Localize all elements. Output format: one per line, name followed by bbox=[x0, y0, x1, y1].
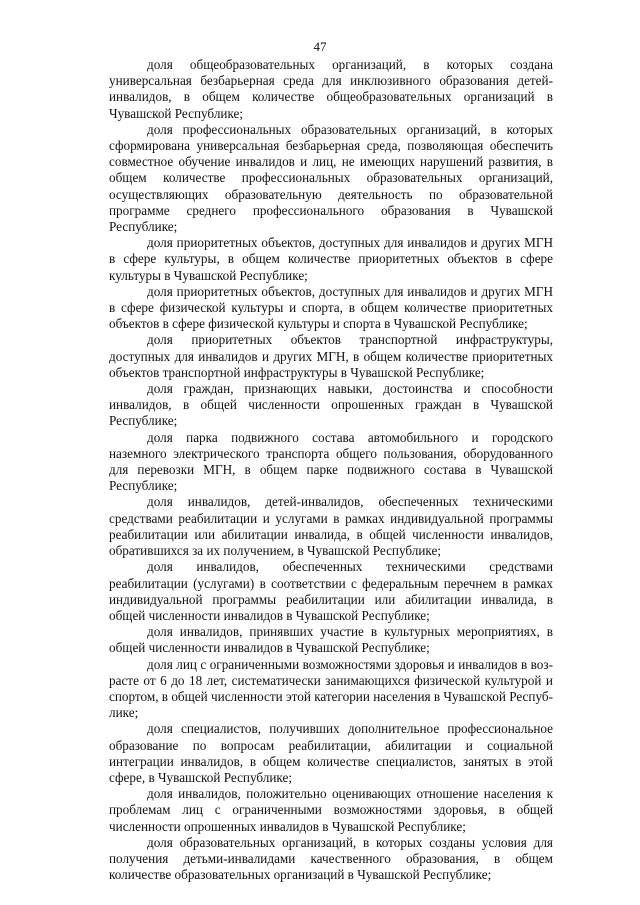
paragraph-indicator-1: доля общеобразовательных организаций, в которых создана универсальная безбарьерная среда для инклюзивного образования детей-инвалидов, в общем количестве общеобразовательных организаций в Чувашской Республике; bbox=[109, 57, 553, 121]
paragraph-indicator-9: доля инвалидов, обеспеченных техническими средствами реабилитации (услугами) в соответствии с федеральным перечнем в рамках индивидуальной программы реабилитации или абилитации инвалида, в общей численности инвалидов в Чувашской Республике; bbox=[109, 559, 553, 623]
paragraph-indicator-10: доля инвалидов, принявших участие в культурных мероприятиях, в общей численности инвалидов в Чувашской Республике; bbox=[109, 624, 553, 656]
document-body bbox=[109, 57, 553, 883]
paragraph-indicator-5: доля приоритетных объектов транспортной инфраструктуры, доступных для инвалидов и других МГН, в общем количестве приоритетных объектов транспортной инфраструктуры в Чувашской Республике; bbox=[109, 332, 553, 380]
paragraph-indicator-6: доля граждан, признающих навыки, достоинства и способности инвалидов, в общей численности опрошенных граждан в Чувашской Республике; bbox=[109, 381, 553, 429]
paragraph-indicator-8: доля инвалидов, детей-инвалидов, обеспеченных техническими средствами реабилитации и услугами в рамках индивидуальной программы реабилитации или абилитации инвалида, в общей численности инвалидов, обратившихся за их получением, в Чувашской Республике; bbox=[109, 494, 553, 559]
paragraph-indicator-4: доля приоритетных объектов, доступных для инвалидов и других МГН в сфере физической культуры и спорта, в общем количестве приоритетных объектов в сфере физической культуры и спорта в Чувашской Республике; bbox=[109, 283, 553, 332]
paragraph-indicator-13: доля инвалидов, положительно оценивающих отношение населения к проблемам лиц с ограниченными возможностями здоровья, в общей численности опрошенных инвалидов в Чувашской Республике; bbox=[109, 786, 553, 834]
paragraph-indicator-11: доля лиц с ограниченными возможностями здоровья и инвалидов в возрасте от 6 до 18 лет, систематически занимающихся физической культурой и спортом, в общей численности этой категории населения в Чувашской Республике; bbox=[109, 656, 553, 721]
page-number: 47 bbox=[313, 39, 327, 54]
paragraph-indicator-3: доля приоритетных объектов, доступных для инвалидов и других МГН в сфере культуры, в общем количестве приоритетных объектов в сфере культуры в Чувашской Республике; bbox=[109, 235, 553, 283]
paragraph-indicator-7: доля парка подвижного состава автомобильного и городского наземного электрического транспорта общего пользования, оборудованного для перевозки МГН, в общем парке подвижного состава в Чувашской Республике; bbox=[109, 429, 553, 494]
paragraph-indicator-12: доля специалистов, получивших дополнительное профессиональное образование по вопросам реабилитации, абилитации и социальной интеграции инвалидов, в общем количестве специалистов, занятых в этой сфере, в Чувашской Республике; bbox=[109, 721, 553, 785]
paragraph-indicator-14: доля образовательных организаций, в которых созданы условия для получения детьми-инвалидами качественного образования, в общем количестве образовательных организаций в Чувашской Республике; bbox=[109, 834, 553, 883]
paragraph-indicator-2: доля профессиональных образовательных организаций, в которых сформирована универсальная безбарьерная среда, позволяющая обеспечить совместное обучение инвалидов и лиц, не имеющих нарушений развития, в общем количестве профессиональных образовательных организаций, осуществляющих образовательную деятельность по образовательной программе среднего профессионального образования в Чувашской Республике; bbox=[109, 121, 553, 235]
